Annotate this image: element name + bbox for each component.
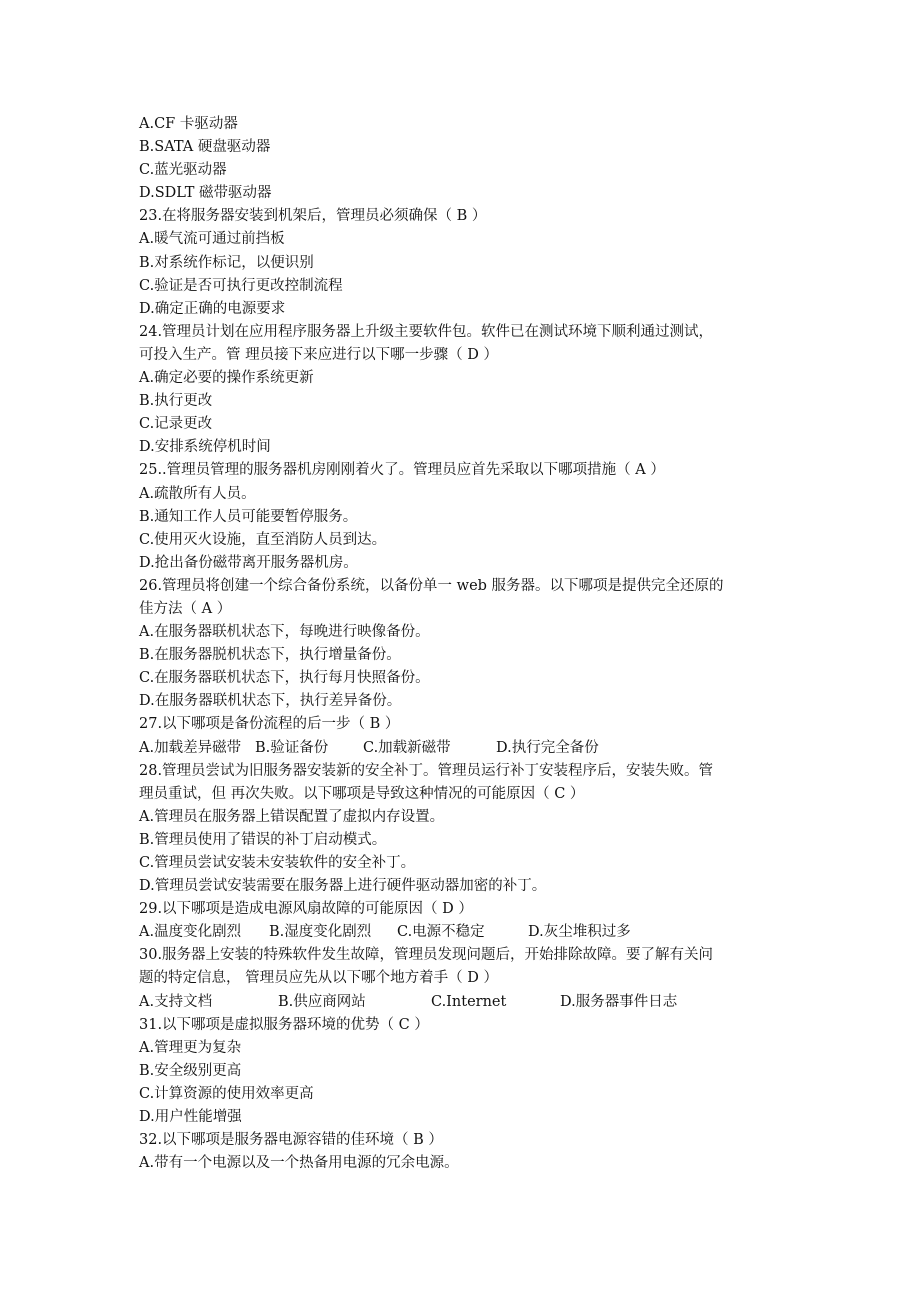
question-28: 28.管理员尝试为旧服务器安装新的安全补丁。管理员运行补丁安装程序后，安装失败。管: [139, 762, 714, 779]
option-line: A.CF 卡驱动器: [139, 116, 238, 132]
option-line: B.对系统作标记，以便识别: [139, 254, 314, 271]
option-line: B.在服务器脱机状态下，执行增量备份。: [139, 647, 401, 664]
option-a: A.支持文档: [139, 993, 213, 1010]
option-line: D.确定正确的电源要求: [139, 300, 286, 317]
option-line: A.管理更为复杂: [139, 1039, 242, 1056]
question-26: 26.管理员将创建一个综合备份系统，以备份单一 web 服务器。以下哪项是提供完全还原的: [139, 577, 724, 594]
option-line: A.确定必要的操作系统更新: [139, 370, 314, 387]
question-27-options: [139, 737, 799, 760]
option-c: C.电源不稳定: [397, 924, 485, 941]
question-30: 30.服务器上安装的特殊软件发生故障，管理员发现问题后，开始排除故障。要了解有关问: [139, 947, 714, 964]
question-24: 24.管理员计划在应用程序服务器上升级主要软件包。软件已在测试环境下顺利通过测试，: [139, 323, 714, 340]
option-d: D.灰尘堆积过多: [528, 924, 631, 941]
option-line: C.使用灭火设施，直至消防人员到达。: [139, 531, 387, 548]
question-30-options: [139, 991, 799, 1014]
option-line: A.在服务器联机状态下，每晚进行映像备份。: [139, 624, 430, 641]
option-line: D.SDLT 磁带驱动器: [139, 185, 272, 202]
option-line: B.通知工作人员可能要暂停服务。: [139, 508, 358, 525]
question-24-cont: 可投入生产。管 理员接下来应进行以下哪一步骤（ D ）: [139, 346, 498, 363]
option-d: D.执行完全备份: [496, 739, 599, 756]
option-a: A.加载差异磁带: [139, 739, 242, 756]
option-line: C.管理员尝试安装未安装软件的安全补丁。: [139, 855, 416, 871]
question-25: 25..管理员管理的服务器机房刚刚着火了。管理员应首先采取以下哪项措施（ A ）: [139, 462, 665, 479]
question-27: 27.以下哪项是备份流程的后一步（ B ）: [139, 716, 400, 733]
question-32: 32.以下哪项是服务器电源容错的佳环境（ B ）: [139, 1132, 443, 1149]
option-line: D.在服务器联机状态下，执行差异备份。: [139, 693, 402, 710]
option-line: D.安排系统停机时间: [139, 439, 271, 456]
option-d: D.服务器事件日志: [560, 993, 678, 1010]
question-26-cont: 佳方法（ A ）: [139, 600, 232, 617]
option-b: B.湿度变化剧烈: [269, 924, 372, 941]
question-29-options: [139, 921, 799, 944]
option-line: B.管理员使用了错误的补丁启动模式。: [139, 831, 387, 848]
option-line: A.疏散所有人员。: [139, 485, 256, 502]
option-line: A.暖气流可通过前挡板: [139, 231, 285, 248]
question-list: [139, 113, 799, 1175]
option-line: C.验证是否可执行更改控制流程: [139, 277, 343, 294]
option-line: A.管理员在服务器上错误配置了虚拟内存设置。: [139, 808, 445, 825]
option-line: A.带有一个电源以及一个热备用电源的冗余电源。: [139, 1155, 459, 1172]
option-c: C.Internet: [431, 993, 507, 1010]
option-line: D.抢出备份磁带离开服务器机房。: [139, 554, 358, 571]
option-b: B.供应商网站: [278, 993, 366, 1010]
question-30-cont: 题的特定信息， 管理员应先从以下哪个地方着手（ D ）: [139, 970, 498, 987]
option-line: B.执行更改: [139, 393, 213, 410]
option-line: C.在服务器联机状态下，执行每月快照备份。: [139, 670, 430, 687]
option-a: A.温度变化剧烈: [139, 924, 242, 941]
option-line: D.用户性能增强: [139, 1109, 242, 1126]
option-line: C.计算资源的使用效率更高: [139, 1085, 314, 1102]
question-23: 23.在将服务器安装到机架后，管理员必须确保（ B ）: [139, 208, 487, 225]
option-line: B.安全级别更高: [139, 1062, 242, 1079]
option-line: C.记录更改: [139, 416, 213, 433]
option-line: C.蓝光驱动器: [139, 162, 227, 179]
option-line: D.管理员尝试安装需要在服务器上进行硬件驱动器加密的补丁。: [139, 878, 547, 895]
question-28-cont: 理员重试，但 再次失败。以下哪项是导致这种情况的可能原因（ C ）: [139, 785, 585, 802]
question-31: 31.以下哪项是虚拟服务器环境的优势（ C ）: [139, 1016, 429, 1033]
option-b: B.验证备份: [255, 739, 329, 756]
question-29: 29.以下哪项是造成电源风扇故障的可能原因（ D ）: [139, 901, 473, 918]
option-line: B.SATA 硬盘驱动器: [139, 139, 271, 156]
option-c: C.加载新磁带: [363, 739, 451, 756]
